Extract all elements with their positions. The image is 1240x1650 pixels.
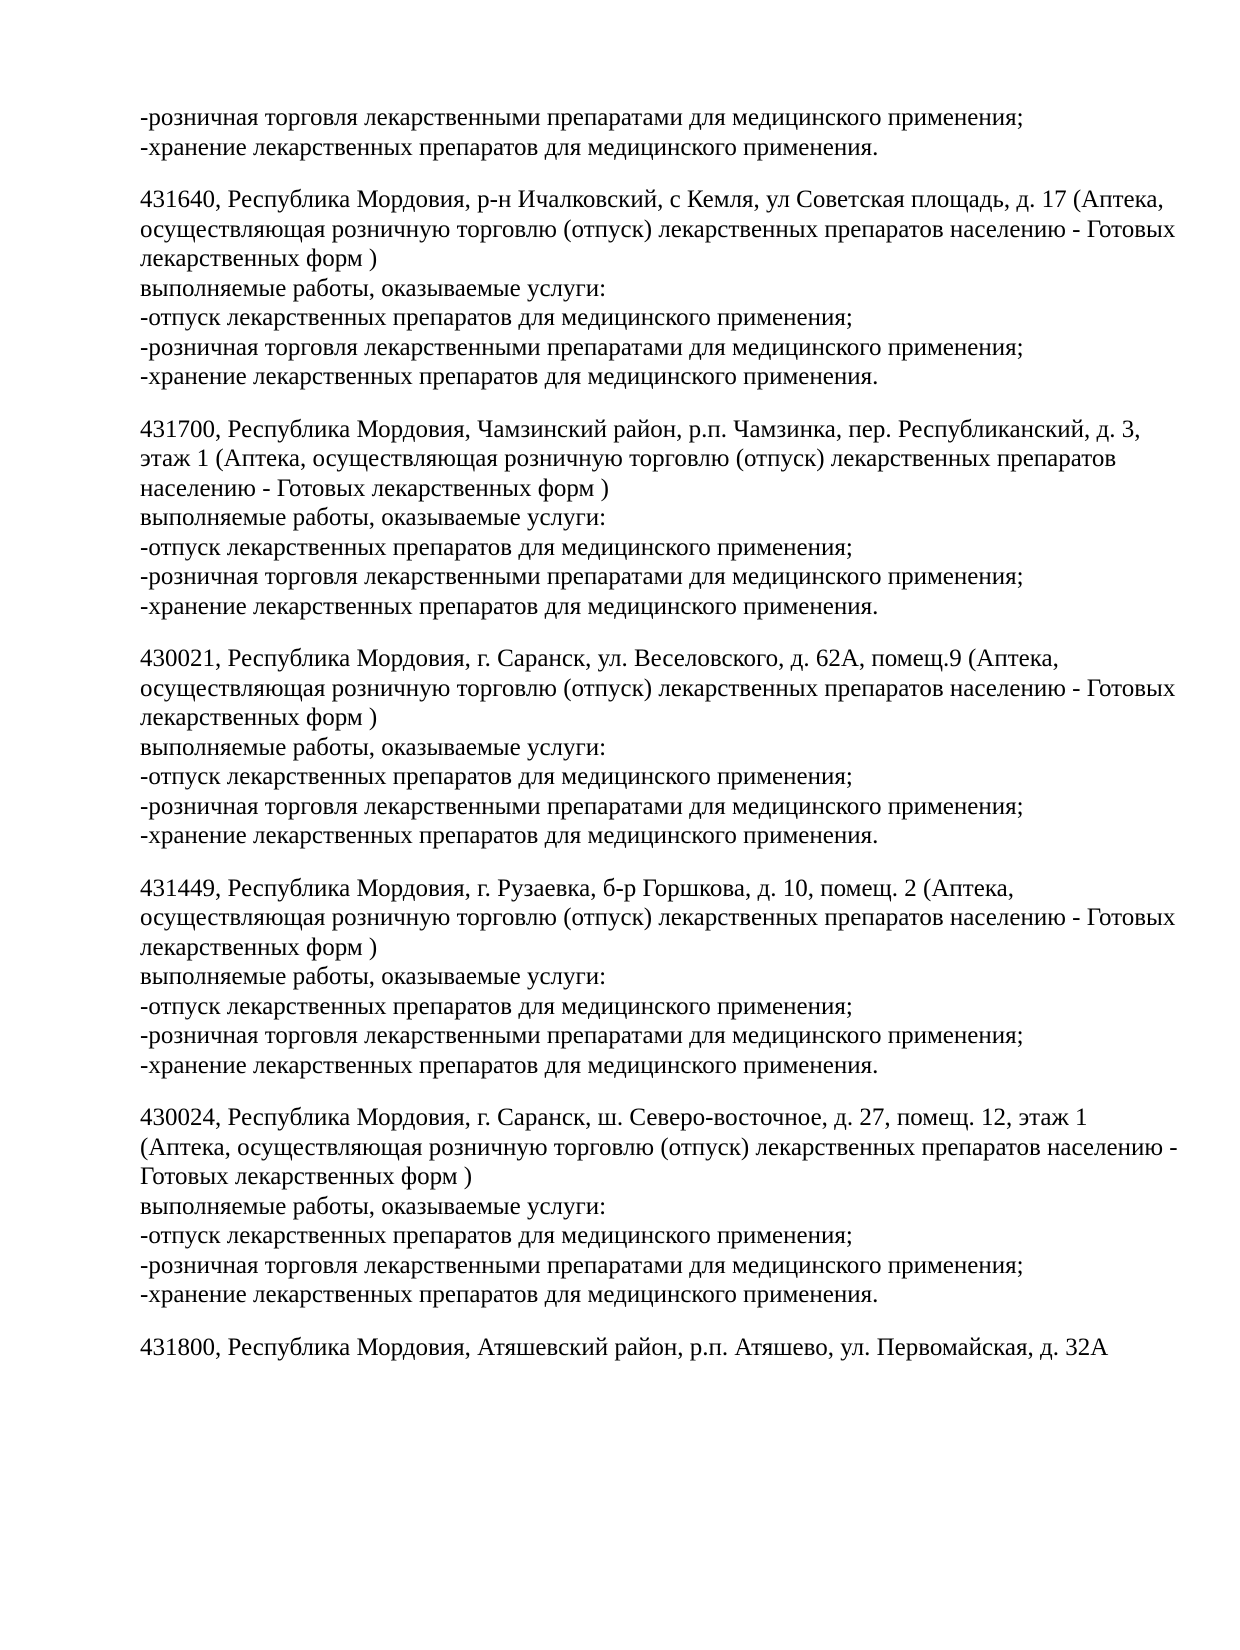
service-line: -хранение лекарственных препаратов для медицинского применения. (140, 133, 879, 161)
entry-address-line: (Аптека, осуществляющая розничную торговлю (отпуск) лекарственных препаратов населению - (140, 1133, 1178, 1161)
entry-address-line: лекарственных форм ) (140, 245, 378, 272)
entry-address-line: 431800, Республика Мордовия, Атяшевский район, р.п. Атяшево, ул. Первомайская, д. 32А (140, 1333, 1109, 1361)
service-line: -розничная торговля лекарственными препаратами для медицинского применения; (140, 333, 1024, 361)
pharmacy-entry-431640 (140, 185, 1176, 392)
entry-works-header: выполняемые работы, оказываемые услуги: (140, 733, 607, 761)
service-line: -розничная торговля лекарственными препаратами для медицинского применения; (140, 104, 1024, 131)
service-line: -хранение лекарственных препаратов для медицинского применения. (140, 363, 879, 390)
service-line: -отпуск лекарственных препаратов для медицинского применения; (140, 992, 853, 1020)
entry-address-line: лекарственных форм ) (140, 704, 378, 731)
pharmacy-entry-431800 (140, 1333, 1142, 1363)
entry-address-line: населению - Готовых лекарственных форм ) (140, 474, 609, 502)
service-line: -розничная торговля лекарственными препаратами для медицинского применения; (140, 1022, 1024, 1049)
service-line: -розничная торговля лекарственными препаратами для медицинского применения; (140, 563, 1024, 590)
service-line: -отпуск лекарственных препаратов для медицинского применения; (140, 533, 853, 561)
entry-address-line: осуществляющая розничную торговлю (отпуск) лекарственных препаратов населению - Готовых (140, 674, 1176, 702)
service-line: -отпуск лекарственных препаратов для медицинского применения; (140, 763, 853, 790)
service-line: -хранение лекарственных препаратов для медицинского применения. (140, 822, 879, 849)
service-line: -хранение лекарственных препаратов для медицинского применения. (140, 592, 879, 620)
entry-works-header: выполняемые работы, оказываемые услуги: (140, 504, 607, 531)
entry-address-line: 431700, Республика Мордовия, Чамзинский район, р.п. Чамзинка, пер. Республиканский, д. 3, (140, 415, 1141, 443)
pharmacy-entry-430024 (140, 1103, 1178, 1310)
entry-works-header: выполняемые работы, оказываемые услуги: (140, 1192, 607, 1220)
entry-address-line: этаж 1 (Аптека, осуществляющая розничную торговлю (отпуск) лекарственных препаратов (140, 445, 1117, 472)
carryover-services-block (140, 103, 1142, 162)
entry-address-line: осуществляющая розничную торговлю (отпуск) лекарственных препаратов населению - Готовых (140, 904, 1176, 931)
entry-address-line: лекарственных форм ) (140, 933, 378, 961)
entry-works-header: выполняемые работы, оказываемые услуги: (140, 963, 607, 990)
entry-address-line: 430024, Республика Мордовия, г. Саранск, ш. Северо-восточное, д. 27, помещ. 12, этаж 1 (140, 1104, 1088, 1131)
entry-address-line: 431449, Республика Мордовия, г. Рузаевка, б-р Горшкова, д. 10, помещ. 2 (Аптека, (140, 874, 1014, 902)
entry-address-line: Готовых лекарственных форм ) (140, 1163, 473, 1190)
service-line: -хранение лекарственных препаратов для медицинского применения. (140, 1051, 879, 1079)
entry-address-line: 431640, Республика Мордовия, р-н Ичалковский, с Кемля, ул Советская площадь, д. 17 (Аптека, (140, 186, 1164, 213)
entry-address-line: осуществляющая розничную торговлю (отпуск) лекарственных препаратов населению - Готовых (140, 215, 1176, 243)
entry-works-header: выполняемые работы, оказываемые услуги: (140, 274, 607, 302)
service-line: -отпуск лекарственных препаратов для медицинского применения; (140, 304, 853, 331)
service-line: -розничная торговля лекарственными препаратами для медицинского применения; (140, 1251, 1024, 1279)
service-line: -отпуск лекарственных препаратов для медицинского применения; (140, 1222, 853, 1249)
service-line: -хранение лекарственных препаратов для медицинского применения. (140, 1281, 879, 1308)
entry-address-line: 430021, Республика Мордовия, г. Саранск, ул. Веселовского, д. 62А, помещ.9 (Аптека, (140, 645, 1059, 672)
pharmacy-entry-431449 (140, 874, 1176, 1081)
document-content (140, 103, 1178, 1385)
pharmacy-entry-431700 (140, 415, 1142, 622)
pharmacy-entry-430021 (140, 644, 1176, 851)
service-line: -розничная торговля лекарственными препаратами для медицинского применения; (140, 792, 1024, 820)
